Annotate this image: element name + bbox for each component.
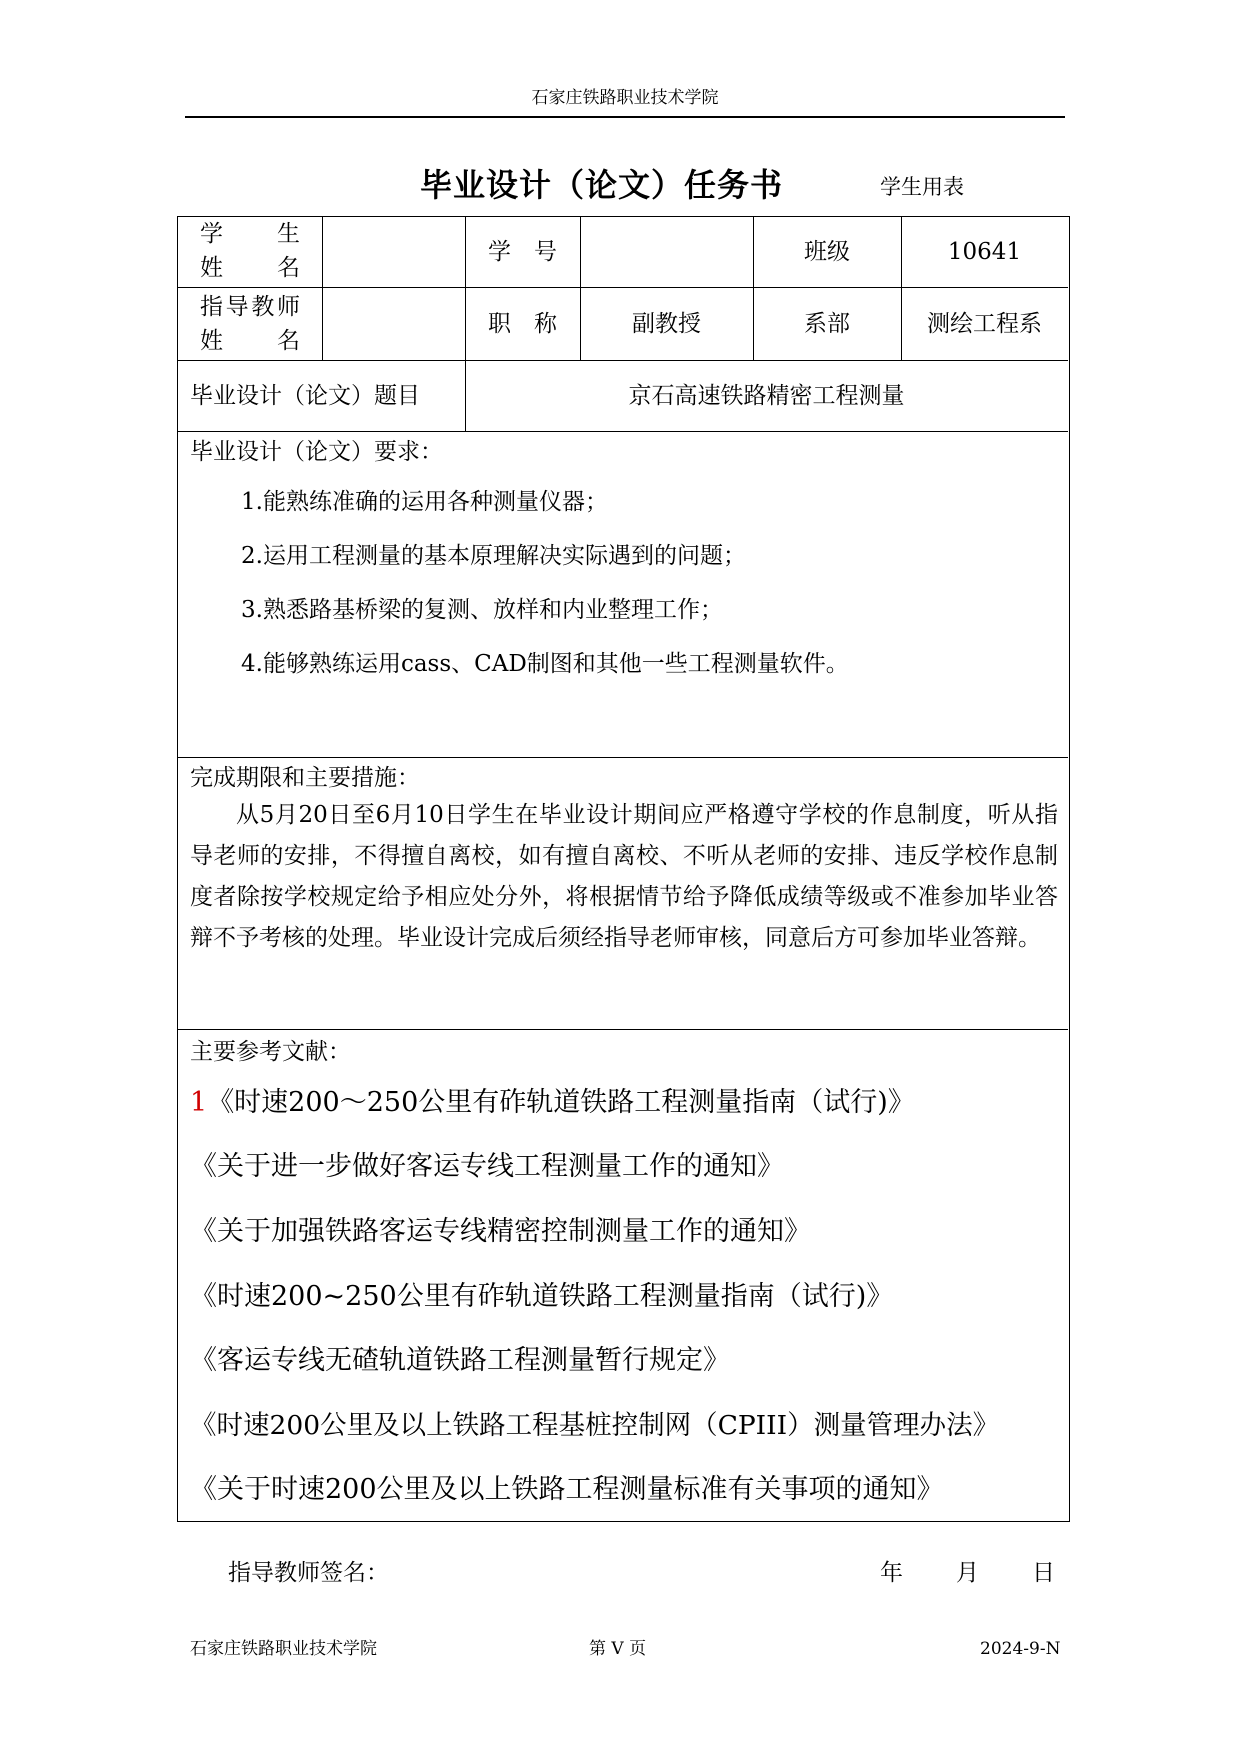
footer-date: 2024-9-N	[980, 1639, 1061, 1659]
signature-day: 日	[1032, 1560, 1055, 1586]
dept-label: 系部	[804, 311, 850, 337]
document-title: 毕业设计（论文）任务书	[420, 166, 784, 204]
requirements-label: 毕业设计（论文）要求：	[190, 439, 443, 465]
student-id-label: 学 号	[488, 239, 557, 265]
reference-item: 《时速200公里及以上铁路工程基桩控制网（CPIII）测量管理办法》	[190, 1410, 1000, 1441]
page-header	[185, 84, 1065, 118]
reference-item: 《时速200~250公里有砟轨道铁路工程测量指南（试行)》	[190, 1281, 894, 1312]
row-divider	[178, 431, 1068, 432]
requirement-item: 2.运用工程测量的基本原理解决实际遇到的问题；	[241, 543, 746, 569]
title-row	[0, 160, 1241, 210]
rank-value: 副教授	[632, 311, 701, 337]
signature-label: 指导教师签名：	[228, 1560, 389, 1586]
row-divider	[178, 287, 1068, 288]
topic-value: 京石高速铁路精密工程测量	[628, 383, 905, 409]
topic-label: 毕业设计（论文）题目	[190, 383, 420, 409]
form-note: 学生用表	[880, 175, 964, 199]
requirement-item: 4.能够熟练运用cass、CAD制图和其他一些工程测量软件。	[241, 651, 849, 677]
signature-year: 年	[880, 1560, 903, 1586]
row-divider	[178, 1029, 1068, 1030]
reference-item: 《客运专线无碴轨道铁路工程测量暂行规定》	[190, 1345, 730, 1376]
reference-item: 《关于进一步做好客运专线工程测量工作的通知》	[190, 1151, 784, 1182]
schedule-label: 完成期限和主要措施：	[190, 765, 420, 791]
advisor-name-label: 指导教师 姓 名	[200, 294, 300, 354]
rank-label: 职 称	[488, 311, 557, 337]
header-school: 石家庄铁路职业技术学院	[531, 88, 719, 108]
reference-item: 《关于加强铁路客运专线精密控制测量工作的通知》	[190, 1216, 811, 1247]
footer-school: 石家庄铁路职业技术学院	[190, 1639, 377, 1659]
student-name-label: 学 生 姓 名	[200, 221, 300, 281]
class-label: 班级	[804, 239, 850, 265]
dept-value: 测绘工程系	[927, 311, 1042, 337]
class-value: 10641	[947, 239, 1022, 265]
schedule-text: 从5月20日至6月10日学生在毕业设计期间应严格遵守学校的作息制度，听从指导老师的安排，不得擅自离校，如有擅自离校、不听从老师的安排、违反学校作息制度者除按学校规定给予相应处分外，将根据情节给予降低成绩等级或不准参加毕业答辩不予考核的处理。毕业设计完成后须经指导老师审核，同意后方可参加毕业答辩。	[190, 802, 1058, 951]
requirement-item: 1.能熟练准确的运用各种测量仪器；	[241, 489, 608, 515]
reference-item: 《关于时速200公里及以上铁路工程测量标准有关事项的通知》	[190, 1474, 944, 1505]
signature-month: 月	[956, 1560, 979, 1586]
footer-page: 第 V 页	[589, 1639, 647, 1659]
reference-number: 1	[190, 1087, 208, 1118]
row-divider	[178, 360, 1068, 361]
task-form	[177, 216, 1070, 1522]
row-divider	[178, 757, 1068, 758]
col-divider	[322, 217, 323, 360]
references-label: 主要参考文献：	[190, 1039, 351, 1065]
reference-item: 1《时速200～250公里有砟轨道铁路工程测量指南（试行)》	[190, 1087, 915, 1118]
requirement-item: 3.熟悉路基桥梁的复测、放样和内业整理工作；	[241, 597, 723, 623]
